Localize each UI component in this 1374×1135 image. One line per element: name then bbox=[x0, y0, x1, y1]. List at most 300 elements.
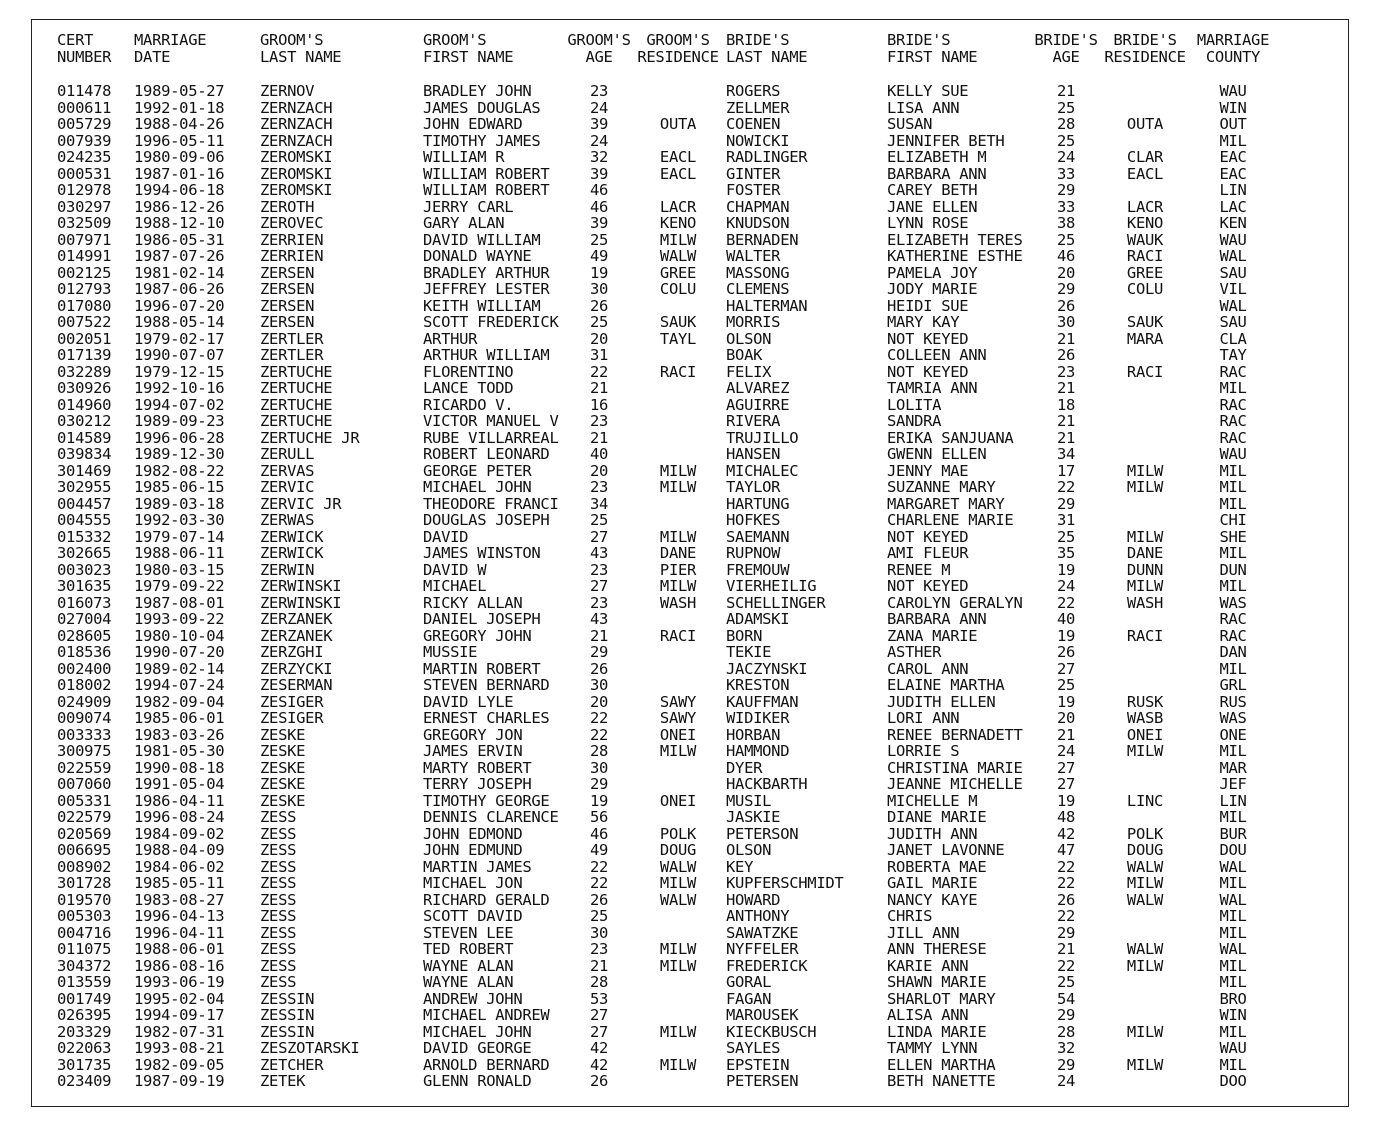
bride-age-cell: 19 bbox=[1056, 560, 1076, 579]
bride-age-cell: 32 bbox=[1056, 1039, 1076, 1057]
bride-last-name-cell: BERNADEN bbox=[726, 230, 799, 249]
groom-last-name-cell: ZERNZACH bbox=[260, 131, 333, 150]
groom-last-name-cell: ZERWAS bbox=[260, 511, 315, 529]
bride-age-cell: 28 bbox=[1056, 1022, 1076, 1041]
bride-last-name-cell: EPSTEIN bbox=[726, 1055, 790, 1074]
groom-residence-cell: WALW bbox=[659, 857, 697, 876]
cert-number-cell: 027004 bbox=[57, 610, 112, 628]
groom-first-name-cell: WAYNE ALAN bbox=[423, 973, 514, 991]
marriage-date-cell: 1985-06-15 bbox=[134, 478, 225, 496]
cert-number-cell: 032289 bbox=[57, 362, 112, 381]
groom-residence-cell bbox=[632, 677, 724, 694]
cert-number-cell: 007060 bbox=[57, 775, 112, 793]
bride-last-name-cell: FREMOUW bbox=[726, 560, 790, 579]
header-line: RESIDENCE bbox=[637, 47, 719, 66]
groom-residence-cell bbox=[632, 413, 724, 430]
bride-age-cell: 35 bbox=[1056, 544, 1076, 562]
bride-first-name-cell: CHRISTINA MARIE bbox=[887, 758, 1023, 777]
bride-first-name-cell: LORRIE S bbox=[887, 742, 960, 760]
marriage-county-cell: WAS bbox=[1219, 593, 1247, 612]
groom-last-name-cell: ZEROMSKI bbox=[260, 148, 333, 166]
bride-first-name-cell: ASTHER bbox=[887, 643, 942, 661]
bride-age-cell: 25 bbox=[1056, 98, 1076, 117]
bride-first-name-cell: NOT KEYED bbox=[887, 577, 969, 595]
groom-last-name-cell: ZERVAS bbox=[260, 461, 315, 480]
bride-age-cell: 29 bbox=[1056, 280, 1076, 298]
groom-last-name-cell: ZERRIEN bbox=[260, 247, 324, 265]
marriage-date-cell: 1986-08-16 bbox=[134, 956, 225, 975]
groom-last-name-cell: ZESS bbox=[260, 956, 297, 975]
marriage-county-cell: CLA bbox=[1219, 329, 1247, 348]
groom-first-name-cell: TED ROBERT bbox=[423, 940, 514, 958]
cert-number-cell: 203329 bbox=[57, 1022, 112, 1041]
groom-last-name-cell: ZERSEN bbox=[260, 296, 315, 315]
bride-residence-cell: ONEI bbox=[1126, 725, 1164, 744]
header-line: DATE bbox=[134, 47, 171, 66]
groom-residence-cell bbox=[632, 974, 724, 991]
bride-residence-cell: MILW bbox=[1126, 577, 1164, 595]
cert-number-cell: 007971 bbox=[57, 230, 112, 249]
cert-number-cell: 004716 bbox=[57, 923, 112, 942]
groom-last-name-cell: ZESS bbox=[260, 923, 297, 942]
bride-last-name-cell: ZELLMER bbox=[726, 98, 790, 117]
groom-age-cell: 21 bbox=[589, 956, 609, 975]
bride-last-name-cell: HOFKES bbox=[726, 511, 781, 529]
bride-last-name-cell: HOWARD bbox=[726, 890, 781, 909]
bride-first-name-cell: NOT KEYED bbox=[887, 362, 969, 381]
bride-age-cell: 47 bbox=[1056, 841, 1076, 859]
cert-number-cell: 004555 bbox=[57, 511, 112, 529]
cert-number-cell: 006695 bbox=[57, 841, 112, 859]
header-line: FIRST NAME bbox=[887, 47, 978, 66]
groom-last-name-cell: ZESSIN bbox=[260, 1006, 315, 1024]
groom-residence-cell: MILW bbox=[659, 1055, 697, 1074]
bride-residence-cell bbox=[1100, 133, 1190, 150]
bride-age-cell: 31 bbox=[1056, 511, 1076, 529]
groom-first-name-cell: MICHAEL JON bbox=[423, 874, 523, 892]
bride-age-cell: 20 bbox=[1056, 709, 1076, 727]
groom-age-cell: 26 bbox=[589, 659, 609, 678]
column-groom-residence bbox=[632, 83, 724, 1090]
groom-residence-cell bbox=[632, 925, 724, 942]
groom-last-name-cell: ZESS bbox=[260, 890, 297, 909]
bride-age-cell: 26 bbox=[1056, 890, 1076, 909]
bride-first-name-cell: ELAINE MARTHA bbox=[887, 676, 1005, 694]
bride-last-name-cell: HALTERMAN bbox=[726, 296, 808, 315]
groom-first-name-cell: RICHARD GERALD bbox=[423, 890, 550, 909]
marriage-date-cell: 1989-09-23 bbox=[134, 412, 225, 430]
bride-age-cell: 18 bbox=[1056, 395, 1076, 414]
bride-residence-cell: LACR bbox=[1126, 197, 1164, 216]
header-groom-last-name bbox=[260, 32, 420, 65]
bride-residence-cell bbox=[1100, 908, 1190, 925]
marriage-date-cell: 1986-05-31 bbox=[134, 230, 225, 249]
bride-age-cell: 21 bbox=[1056, 412, 1076, 430]
marriage-date-cell: 1993-08-21 bbox=[134, 1039, 225, 1057]
groom-last-name-cell: ZERSEN bbox=[260, 313, 315, 331]
bride-residence-cell bbox=[1100, 347, 1190, 364]
cert-number-cell: 002400 bbox=[57, 659, 112, 678]
groom-residence-cell: WALW bbox=[659, 890, 697, 909]
bride-residence-cell: WALW bbox=[1126, 857, 1164, 876]
marriage-date-cell: 1990-07-07 bbox=[134, 346, 225, 364]
cert-number-cell: 030926 bbox=[57, 379, 112, 397]
cert-number-cell: 018002 bbox=[57, 676, 112, 694]
groom-first-name-cell: DAVID bbox=[423, 527, 469, 546]
groom-residence-cell: MILW bbox=[659, 1022, 697, 1041]
bride-age-cell: 22 bbox=[1056, 857, 1076, 876]
bride-residence-cell: WASB bbox=[1126, 709, 1164, 727]
bride-residence-cell bbox=[1100, 1073, 1190, 1090]
bride-first-name-cell: ERIKA SANJUANA bbox=[887, 428, 1014, 447]
marriage-date-cell: 1983-03-26 bbox=[134, 725, 225, 744]
groom-age-cell: 21 bbox=[589, 626, 609, 645]
groom-age-cell: 40 bbox=[589, 445, 609, 463]
bride-last-name-cell: RUPNOW bbox=[726, 544, 781, 562]
groom-residence-cell: PIER bbox=[659, 560, 697, 579]
bride-first-name-cell: NANCY KAYE bbox=[887, 890, 978, 909]
groom-first-name-cell: WILLIAM R bbox=[423, 148, 505, 166]
groom-first-name-cell: ARTHUR bbox=[423, 329, 478, 348]
groom-residence-cell: MILW bbox=[659, 577, 697, 595]
groom-age-cell: 25 bbox=[589, 907, 609, 925]
bride-first-name-cell: BARBARA ANN bbox=[887, 610, 987, 628]
groom-last-name-cell: ZESS bbox=[260, 857, 297, 876]
bride-first-name-cell: ALISA ANN bbox=[887, 1006, 969, 1024]
groom-last-name-cell: ZEROTH bbox=[260, 197, 315, 216]
marriage-county-cell: WAL bbox=[1219, 247, 1247, 265]
groom-last-name-cell: ZESS bbox=[260, 940, 297, 958]
groom-residence-cell bbox=[632, 1007, 724, 1024]
groom-first-name-cell: WAYNE ALAN bbox=[423, 956, 514, 975]
groom-residence-cell bbox=[632, 512, 724, 529]
groom-first-name-cell: DONALD WAYNE bbox=[423, 247, 532, 265]
groom-last-name-cell: ZESSIN bbox=[260, 989, 315, 1008]
groom-last-name-cell: ZERZANEK bbox=[260, 610, 333, 628]
header-line: LAST NAME bbox=[726, 47, 808, 66]
bride-residence-cell bbox=[1100, 1040, 1190, 1057]
bride-first-name-cell: SHARLOT MARY bbox=[887, 989, 996, 1008]
marriage-date-cell: 1982-09-04 bbox=[134, 692, 225, 711]
bride-first-name-cell: JUDITH ANN bbox=[887, 824, 978, 843]
marriage-county-cell: WAL bbox=[1219, 890, 1247, 909]
cert-number-cell: 019570 bbox=[57, 890, 112, 909]
marriage-county-cell: RAC bbox=[1219, 626, 1247, 645]
bride-first-name-cell: ZANA MARIE bbox=[887, 626, 978, 645]
marriage-date-cell: 1988-04-26 bbox=[134, 115, 225, 133]
marriage-date-cell: 1980-09-06 bbox=[134, 148, 225, 166]
marriage-date-cell: 1980-10-04 bbox=[134, 626, 225, 645]
bride-last-name-cell: PETERSEN bbox=[726, 1072, 799, 1090]
groom-last-name-cell: ZERZGHI bbox=[260, 643, 324, 661]
groom-residence-cell: DANE bbox=[659, 544, 697, 562]
groom-first-name-cell: GLENN RONALD bbox=[423, 1072, 532, 1090]
groom-last-name-cell: ZEROMSKI bbox=[260, 181, 333, 199]
bride-age-cell: 27 bbox=[1056, 775, 1076, 793]
bride-last-name-cell: WALTER bbox=[726, 247, 781, 265]
groom-first-name-cell: DAVID GEORGE bbox=[423, 1039, 532, 1057]
groom-first-name-cell: DAVID LYLE bbox=[423, 692, 514, 711]
bride-last-name-cell: VIERHEILIG bbox=[726, 577, 817, 595]
header-bride-first-name bbox=[887, 32, 1032, 65]
groom-first-name-cell: WILLIAM ROBERT bbox=[423, 181, 550, 199]
groom-last-name-cell: ZESS bbox=[260, 907, 297, 925]
bride-residence-cell: POLK bbox=[1126, 824, 1164, 843]
groom-first-name-cell: MICHAEL ANDREW bbox=[423, 1006, 550, 1024]
bride-residence-cell: MILW bbox=[1126, 461, 1164, 480]
bride-first-name-cell: CHARLENE MARIE bbox=[887, 511, 1014, 529]
cert-number-cell: 301469 bbox=[57, 461, 112, 480]
bride-last-name-cell: MUSIL bbox=[726, 791, 772, 810]
bride-residence-cell: LINC bbox=[1126, 791, 1164, 810]
bride-last-name-cell: HANSEN bbox=[726, 445, 781, 463]
groom-first-name-cell: TIMOTHY GEORGE bbox=[423, 791, 550, 810]
bride-last-name-cell: OLSON bbox=[726, 841, 772, 859]
bride-age-cell: 24 bbox=[1056, 148, 1076, 166]
cert-number-cell: 009074 bbox=[57, 709, 112, 727]
cert-number-cell: 016073 bbox=[57, 593, 112, 612]
bride-last-name-cell: JACZYNSKI bbox=[726, 659, 808, 678]
groom-first-name-cell: KEITH WILLIAM bbox=[423, 296, 541, 315]
marriage-county-cell: JEF bbox=[1219, 775, 1247, 793]
bride-age-cell: 22 bbox=[1056, 593, 1076, 612]
bride-first-name-cell: JENNIFER BETH bbox=[887, 131, 1005, 150]
cert-number-cell: 004457 bbox=[57, 494, 112, 513]
groom-last-name-cell: ZERWINSKI bbox=[260, 593, 342, 612]
marriage-county-cell: LAC bbox=[1219, 197, 1247, 216]
groom-first-name-cell: JOHN EDMOND bbox=[423, 824, 523, 843]
groom-age-cell: 56 bbox=[589, 808, 609, 826]
groom-residence-cell: RACI bbox=[659, 626, 697, 645]
bride-age-cell: 25 bbox=[1056, 131, 1076, 150]
groom-last-name-cell: ZESKE bbox=[260, 791, 306, 810]
groom-last-name-cell: ZESKE bbox=[260, 725, 306, 744]
groom-last-name-cell: ZERZYCKI bbox=[260, 659, 333, 678]
groom-age-cell: 39 bbox=[589, 214, 609, 232]
bride-last-name-cell: ADAMSKI bbox=[726, 610, 790, 628]
groom-first-name-cell: GREGORY JOHN bbox=[423, 626, 532, 645]
groom-last-name-cell: ZERZANEK bbox=[260, 626, 333, 645]
groom-last-name-cell: ZERWIN bbox=[260, 560, 315, 579]
groom-last-name-cell: ZERNZACH bbox=[260, 115, 333, 133]
groom-age-cell: 28 bbox=[589, 742, 609, 760]
groom-age-cell: 19 bbox=[589, 791, 609, 810]
bride-residence-cell: RACI bbox=[1126, 362, 1164, 381]
bride-first-name-cell: HEIDI SUE bbox=[887, 296, 969, 315]
column-groom-age bbox=[566, 83, 632, 1090]
groom-age-cell: 27 bbox=[589, 1006, 609, 1024]
marriage-date-cell: 1996-05-11 bbox=[134, 131, 225, 150]
groom-age-cell: 49 bbox=[589, 247, 609, 265]
cert-number-cell: 023409 bbox=[57, 1072, 112, 1090]
marriage-county-cell: GRL bbox=[1219, 676, 1247, 694]
bride-last-name-cell: ROGERS bbox=[726, 82, 781, 100]
groom-age-cell: 28 bbox=[589, 973, 609, 991]
bride-first-name-cell: CAROL ANN bbox=[887, 659, 969, 678]
bride-last-name-cell: MAROUSEK bbox=[726, 1006, 799, 1024]
groom-last-name-cell: ZERTUCHE JR bbox=[260, 428, 360, 447]
bride-first-name-cell: AMI FLEUR bbox=[887, 544, 969, 562]
bride-first-name-cell: ELLEN MARTHA bbox=[887, 1055, 996, 1074]
bride-residence-cell bbox=[1100, 83, 1190, 100]
marriage-county-cell: DAN bbox=[1219, 643, 1247, 661]
groom-age-cell: 42 bbox=[589, 1055, 609, 1074]
marriage-date-cell: 1992-03-30 bbox=[134, 511, 225, 529]
bride-first-name-cell: ELIZABETH TERES bbox=[887, 230, 1023, 249]
groom-age-cell: 43 bbox=[589, 544, 609, 562]
bride-age-cell: 19 bbox=[1056, 626, 1076, 645]
cert-number-cell: 008902 bbox=[57, 857, 112, 876]
bride-age-cell: 24 bbox=[1056, 742, 1076, 760]
groom-last-name-cell: ZESZOTARSKI bbox=[260, 1039, 360, 1057]
groom-residence-cell: DOUG bbox=[659, 841, 697, 859]
bride-last-name-cell: HARTUNG bbox=[726, 494, 790, 513]
groom-first-name-cell: FLORENTINO bbox=[423, 362, 514, 381]
groom-age-cell: 24 bbox=[589, 98, 609, 117]
marriage-county-cell: MIL bbox=[1219, 379, 1247, 397]
bride-residence-cell bbox=[1100, 644, 1190, 661]
cert-number-cell: 018536 bbox=[57, 643, 112, 661]
header-cert-number bbox=[57, 32, 127, 65]
groom-first-name-cell: MICHAEL bbox=[423, 577, 487, 595]
marriage-county-cell: WAU bbox=[1219, 230, 1247, 249]
bride-last-name-cell: TEKIE bbox=[726, 643, 772, 661]
bride-first-name-cell: KARIE ANN bbox=[887, 956, 969, 975]
column-groom-last-name bbox=[260, 83, 420, 1090]
groom-residence-cell bbox=[632, 397, 724, 414]
header-groom-residence bbox=[624, 32, 732, 65]
bride-last-name-cell: NYFFELER bbox=[726, 940, 799, 958]
groom-residence-cell: MILW bbox=[659, 527, 697, 546]
bride-last-name-cell: DYER bbox=[726, 758, 763, 777]
bride-residence-cell bbox=[1100, 760, 1190, 777]
bride-residence-cell bbox=[1100, 809, 1190, 826]
groom-last-name-cell: ZEROVEC bbox=[260, 214, 324, 232]
groom-residence-cell: MILW bbox=[659, 230, 697, 249]
bride-age-cell: 17 bbox=[1056, 461, 1076, 480]
cert-number-cell: 028605 bbox=[57, 626, 112, 645]
cert-number-cell: 022063 bbox=[57, 1039, 112, 1057]
bride-last-name-cell: CHAPMAN bbox=[726, 197, 790, 216]
bride-last-name-cell: KRESTON bbox=[726, 676, 790, 694]
groom-age-cell: 23 bbox=[589, 560, 609, 579]
groom-first-name-cell: MARTIN ROBERT bbox=[423, 659, 541, 678]
groom-residence-cell bbox=[632, 430, 724, 447]
groom-age-cell: 30 bbox=[589, 923, 609, 942]
bride-last-name-cell: BOAK bbox=[726, 346, 763, 364]
groom-residence-cell: ONEI bbox=[659, 791, 697, 810]
bride-first-name-cell: SUSAN bbox=[887, 115, 933, 133]
groom-residence-cell: MILW bbox=[659, 478, 697, 496]
cert-number-cell: 026395 bbox=[57, 1006, 112, 1024]
cert-number-cell: 012978 bbox=[57, 181, 112, 199]
bride-last-name-cell: FOSTER bbox=[726, 181, 781, 199]
bride-age-cell: 34 bbox=[1056, 445, 1076, 463]
marriage-date-cell: 1996-04-11 bbox=[134, 923, 225, 942]
groom-last-name-cell: ZERTLER bbox=[260, 329, 324, 348]
groom-last-name-cell: ZESKE bbox=[260, 758, 306, 777]
bride-last-name-cell: FREDERICK bbox=[726, 956, 808, 975]
bride-age-cell: 25 bbox=[1056, 230, 1076, 249]
bride-first-name-cell: LISA ANN bbox=[887, 98, 960, 117]
groom-age-cell: 29 bbox=[589, 643, 609, 661]
bride-residence-cell: OUTA bbox=[1126, 115, 1164, 133]
header-line: BRIDE'S bbox=[1113, 31, 1177, 49]
groom-residence-cell bbox=[632, 760, 724, 777]
column-marriage-date bbox=[134, 83, 254, 1090]
bride-age-cell: 30 bbox=[1056, 313, 1076, 331]
header-line: BRIDE'S bbox=[887, 31, 951, 49]
groom-first-name-cell: WILLIAM ROBERT bbox=[423, 164, 550, 183]
bride-first-name-cell: KATHERINE ESTHE bbox=[887, 247, 1023, 265]
bride-last-name-cell: TAYLOR bbox=[726, 478, 781, 496]
cert-number-cell: 039834 bbox=[57, 445, 112, 463]
marriage-county-cell: SHE bbox=[1219, 527, 1247, 546]
marriage-county-cell: MIL bbox=[1219, 461, 1247, 480]
bride-age-cell: 22 bbox=[1056, 478, 1076, 496]
marriage-date-cell: 1993-09-22 bbox=[134, 610, 225, 628]
groom-last-name-cell: ZERWICK bbox=[260, 527, 324, 546]
marriage-date-cell: 1994-09-17 bbox=[134, 1006, 225, 1024]
bride-residence-cell bbox=[1100, 380, 1190, 397]
cert-number-cell: 005331 bbox=[57, 791, 112, 810]
cert-number-cell: 014960 bbox=[57, 395, 112, 414]
bride-residence-cell: COLU bbox=[1126, 280, 1164, 298]
header-line: GROOM'S bbox=[567, 31, 631, 49]
groom-first-name-cell: JERRY CARL bbox=[423, 197, 514, 216]
marriage-county-cell: MIL bbox=[1219, 973, 1247, 991]
groom-first-name-cell: THEODORE FRANCI bbox=[423, 494, 559, 513]
bride-age-cell: 29 bbox=[1056, 181, 1076, 199]
groom-residence-cell bbox=[632, 133, 724, 150]
groom-residence-cell: MILW bbox=[659, 742, 697, 760]
groom-residence-cell: WASH bbox=[659, 593, 697, 612]
bride-residence-cell: DOUG bbox=[1126, 841, 1164, 859]
bride-age-cell: 25 bbox=[1056, 973, 1076, 991]
bride-last-name-cell: BORN bbox=[726, 626, 763, 645]
groom-age-cell: 30 bbox=[589, 758, 609, 777]
groom-age-cell: 23 bbox=[589, 478, 609, 496]
bride-age-cell: 29 bbox=[1056, 923, 1076, 942]
groom-first-name-cell: JAMES WINSTON bbox=[423, 544, 541, 562]
groom-residence-cell bbox=[632, 380, 724, 397]
bride-first-name-cell: LORI ANN bbox=[887, 709, 960, 727]
groom-last-name-cell: ZERRIEN bbox=[260, 230, 324, 249]
groom-last-name-cell: ZESKE bbox=[260, 775, 306, 793]
header-bride-last-name bbox=[726, 32, 886, 65]
groom-age-cell: 21 bbox=[589, 428, 609, 447]
marriage-county-cell: MIL bbox=[1219, 808, 1247, 826]
groom-residence-cell bbox=[632, 347, 724, 364]
cert-number-cell: 015332 bbox=[57, 527, 112, 546]
bride-age-cell: 21 bbox=[1056, 329, 1076, 348]
header-line: RESIDENCE bbox=[1104, 47, 1186, 66]
groom-last-name-cell: ZESS bbox=[260, 824, 297, 843]
marriage-date-cell: 1987-07-26 bbox=[134, 247, 225, 265]
groom-first-name-cell: GEORGE PETER bbox=[423, 461, 532, 480]
groom-first-name-cell: GARY ALAN bbox=[423, 214, 505, 232]
column-bride-age bbox=[1030, 83, 1102, 1090]
cert-number-cell: 017139 bbox=[57, 346, 112, 364]
marriage-county-cell: MIL bbox=[1219, 577, 1247, 595]
bride-residence-cell: MILW bbox=[1126, 527, 1164, 546]
bride-age-cell: 46 bbox=[1056, 247, 1076, 265]
cert-number-cell: 012793 bbox=[57, 280, 112, 298]
marriage-county-cell: SAU bbox=[1219, 263, 1247, 282]
cert-number-cell: 003333 bbox=[57, 725, 112, 744]
bride-age-cell: 54 bbox=[1056, 989, 1076, 1008]
bride-last-name-cell: WIDIKER bbox=[726, 709, 790, 727]
